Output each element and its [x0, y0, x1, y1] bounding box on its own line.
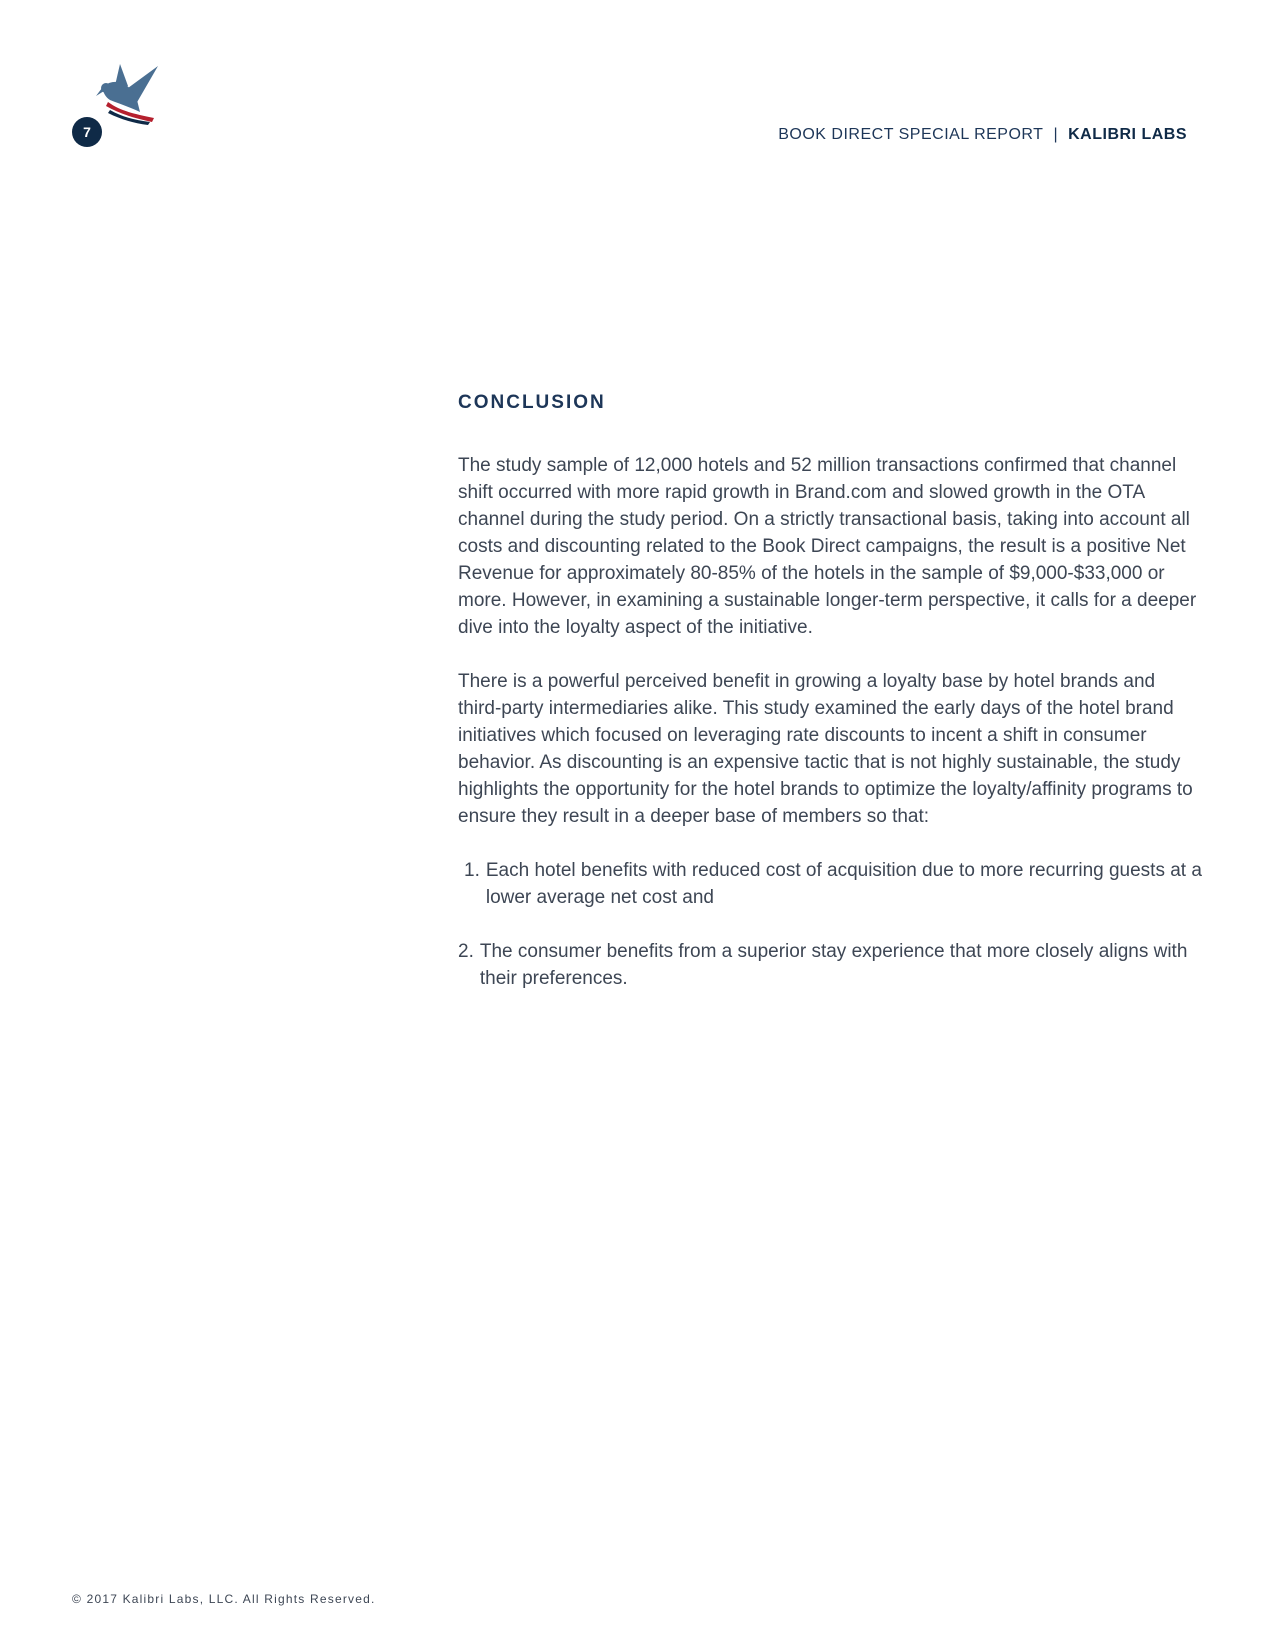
page-number: 7 [83, 124, 91, 140]
paragraph-1: The study sample of 12,000 hotels and 52 million transactions confirmed that channel shift occurred with more rapid growth in Brand.com and slowed growth in the OTA channel during the study period. On a strictly transactional basis, taking into account all costs and discounting related to the Book Direct campaigns, the result is a positive Net Revenue for approximately 80-85% of the hotels in the sample of $9,000-$33,000 or more. However, in examining a sustainable longer-term perspective, it calls for a deeper dive into the loyalty aspect of the initiative. [458, 455, 1197, 638]
list-item-1 [458, 857, 1203, 911]
list-item-2 [458, 938, 1203, 992]
conclusion-section [458, 392, 1203, 1019]
list-number: 1. [464, 860, 480, 881]
list-text: Each hotel benefits with reduced cost of acquisition due to more recurring guests at a lower average net cost and [485, 860, 1202, 908]
list-text: The consumer benefits from a superior stay experience that more closely aligns with their preferences. [479, 941, 1188, 989]
report-title: BOOK DIRECT SPECIAL REPORT [778, 126, 1044, 143]
header-separator: | [1053, 126, 1059, 143]
page-number-badge [72, 117, 102, 147]
list-number: 2. [458, 941, 474, 962]
brand-name: KALIBRI LABS [1068, 126, 1187, 143]
paragraph-2: There is a powerful perceived benefit in growing a loyalty base by hotel brands and third-party intermediaries alike. This study examined the early days of the hotel brand initiatives which focused on leveraging rate discounts to incent a shift in consumer behavior. As discounting is an expensive tactic that is not highly sustainable, the study highlights the opportunity for the hotel brands to optimize the loyalty/affinity programs to ensure they result in a deeper base of members so that: [458, 671, 1193, 827]
section-title: CONCLUSION [458, 392, 606, 413]
copyright-footer: © 2017 Kalibri Labs, LLC. All Rights Reserved. [72, 1592, 376, 1606]
running-header [778, 126, 1187, 144]
